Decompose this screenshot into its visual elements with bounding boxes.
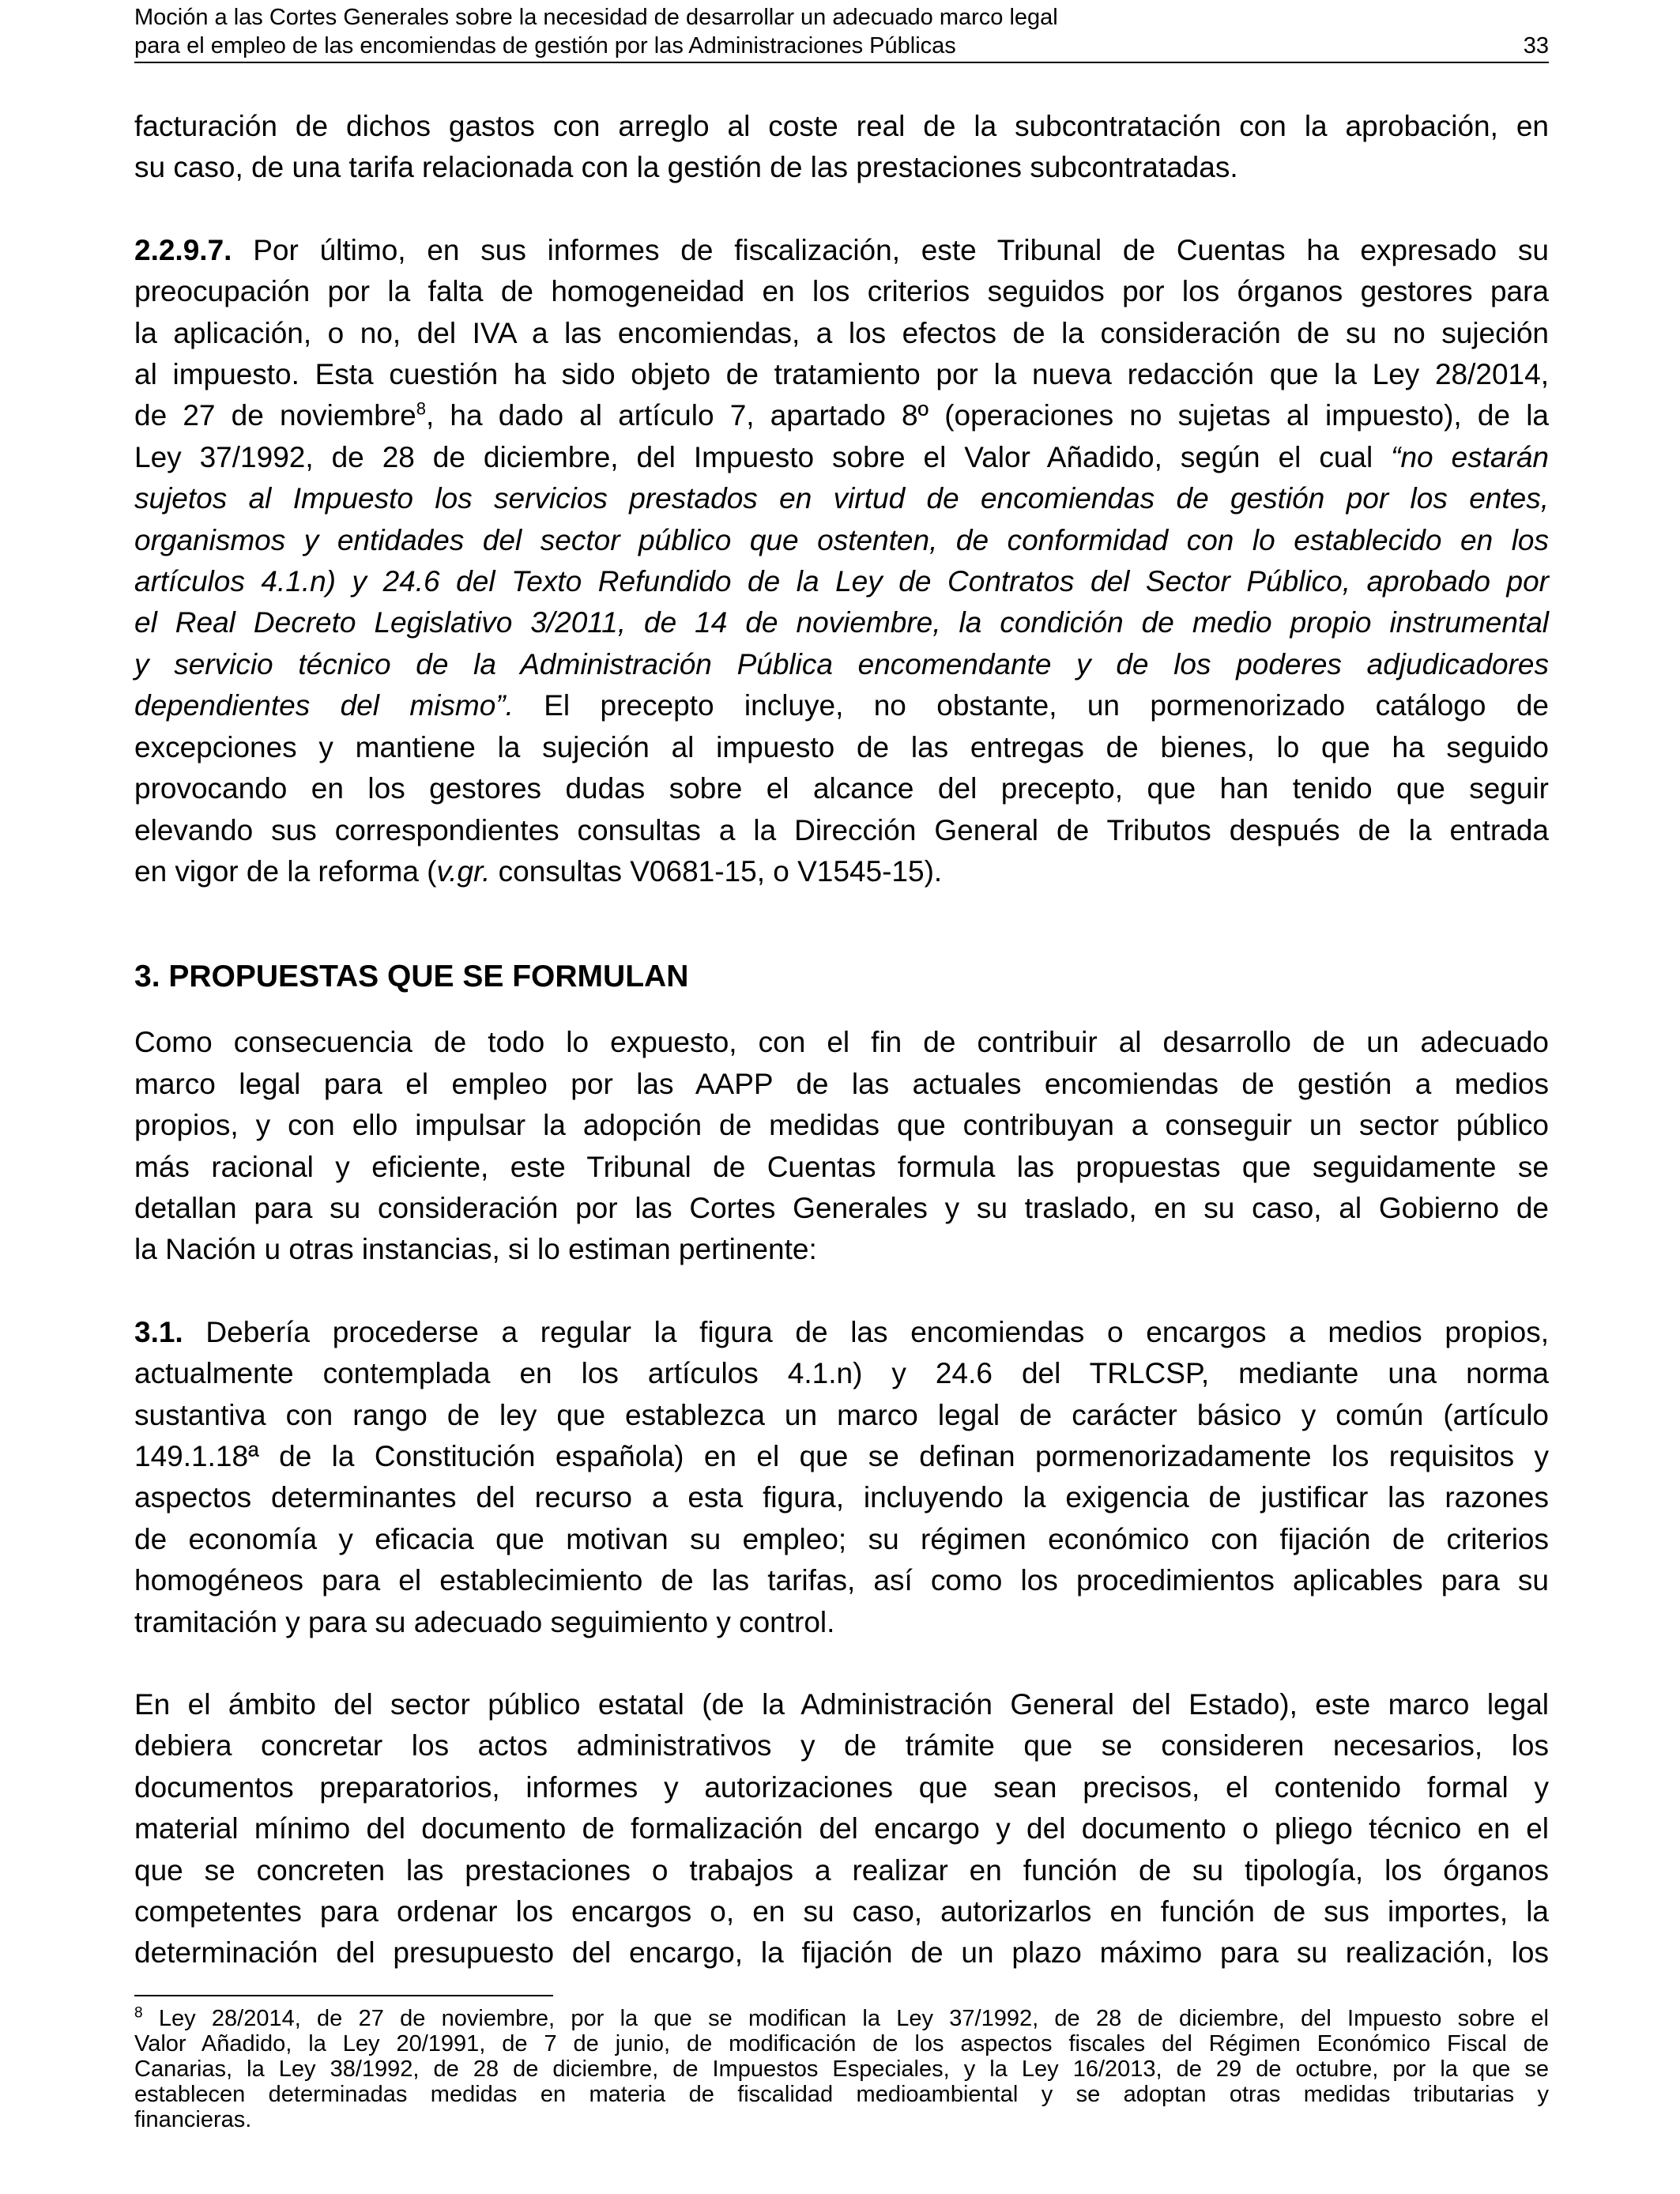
- text-line: al impuesto. Esta cuestión ha sido objeto de tratamiento por la nueva redacción que la Ley 28/2014,: [134, 358, 1549, 391]
- text-line: y servicio técnico de la Administración Pública encomendante y de los poderes adjudicadores: [134, 647, 1549, 680]
- footnote-marker: 8: [134, 2004, 143, 2022]
- text-line: competentes para ordenar los encargos o, en su caso, autorizarlos en función de sus importes, la: [134, 1895, 1549, 1928]
- text-line: facturación de dichos gastos con arreglo al coste real de la subcontratación con la aprobación, en: [134, 110, 1549, 142]
- text-line: organismos y entidades del sector público que ostenten, de conformidad con lo establecido en los: [134, 523, 1549, 556]
- text-line: debiera concretar los actos administrativos y de trámite que se consideren necesarios, los: [134, 1729, 1549, 1762]
- paragraph-number: 2.2.9.7.: [134, 233, 232, 266]
- paragraph-continuation: [134, 106, 1549, 189]
- header-title-line-1: Moción a las Cortes Generales sobre la necesidad de desarrollar un adecuado marco legal: [134, 5, 1058, 30]
- section-heading: 3. PROPUESTAS QUE SE FORMULAN: [134, 959, 689, 994]
- text-line: En el ámbito del sector público estatal (de la Administración General del Estado), este marco legal: [134, 1688, 1549, 1721]
- text-line: homogéneos para el establecimiento de las tarifas, así como los procedimientos aplicables para su: [134, 1564, 1549, 1597]
- text-line: Ley 37/1992, de 28 de diciembre, del Impuesto sobre el Valor Añadido, según el cual “no estarán: [134, 440, 1549, 473]
- text-line: artículos 4.1.n) y 24.6 del Texto Refundido de la Ley de Contratos del Sector Público, aprobado por: [134, 565, 1549, 598]
- paragraph-2-2-9-7: [134, 230, 1549, 893]
- section-intro-paragraph: [134, 1022, 1549, 1270]
- footnote-ref-8[interactable]: 8: [416, 399, 426, 420]
- text-line: detallan para su consideración por las Cortes Generales y su traslado, en su caso, al Gobierno de: [134, 1191, 1549, 1224]
- paragraph-3-1: [134, 1312, 1549, 1643]
- paragraph-number: 3.1.: [134, 1315, 183, 1348]
- footnote-line: Valor Añadido, la Ley 20/1991, de 7 de junio, de modificación de los aspectos fiscales del Régimen Económico Fiscal de: [134, 2031, 1549, 2056]
- text-line: 149.1.18ª de la Constitución española) en el que se definan pormenorizadamente los requisitos y: [134, 1439, 1549, 1472]
- text-line: 3.1. Debería procederse a regular la figura de las encomiendas o encargos a medios propios,: [134, 1315, 1549, 1348]
- text-line: propios, y con ello impulsar la adopción de medidas que contribuyan a conseguir un sector público: [134, 1109, 1549, 1142]
- text-line: excepciones y mantiene la sujeción al impuesto de las entregas de bienes, lo que ha seguido: [134, 730, 1549, 763]
- footnote-8: [134, 2006, 1549, 2132]
- text-line: preocupación por la falta de homogeneidad en los criterios seguidos por los órganos gestores para: [134, 275, 1549, 308]
- text-line: actualmente contemplada en los artículos 4.1.n) y 24.6 del TRLCSP, mediante una norma: [134, 1357, 1549, 1390]
- page-header: [134, 3, 1549, 60]
- footnote-line: Canarias, la Ley 38/1992, de 28 de diciembre, de Impuestos Especiales, y la Ley 16/2013, de 29 de octubre, por la que se: [134, 2056, 1549, 2082]
- text-line: la aplicación, o no, del IVA a las encomiendas, a los efectos de la consideración de su no sujeción: [134, 316, 1549, 349]
- page-body: [134, 106, 1549, 1974]
- footnote-line: financieras.: [134, 2107, 252, 2132]
- text-line: dependientes del mismo”. El precepto incluye, no obstante, un pormenorizado catálogo de: [134, 689, 1549, 722]
- text-line: más racional y eficiente, este Tribunal de Cuentas formula las propuestas que seguidamente se: [134, 1150, 1549, 1183]
- header-rule: [134, 62, 1549, 63]
- text-line: de economía y eficacia que motivan su empleo; su régimen económico con fijación de criterios: [134, 1522, 1549, 1555]
- text-line: 2.2.9.7. Por último, en sus informes de fiscalización, este Tribunal de Cuentas ha expresado su: [134, 233, 1549, 266]
- text-line: elevando sus correspondientes consultas a la Dirección General de Tributos después de la entrada: [134, 813, 1549, 846]
- paragraph-ambito: [134, 1684, 1549, 1974]
- text-line: determinación del presupuesto del encargo, la fijación de un plazo máximo para su realización, los: [134, 1936, 1549, 1970]
- footnote-line: establecen determinadas medidas en materia de fiscalidad medioambiental y se adoptan otras medidas tributarias y: [134, 2082, 1549, 2107]
- text-line: la Nación u otras instancias, si lo estiman pertinente:: [134, 1233, 817, 1266]
- footnote-separator: [134, 1995, 553, 1996]
- page-number: 33: [1523, 33, 1549, 58]
- text-line: de 27 de noviembre$^8$, ha dado al artículo 7, apartado 8º (operaciones no sujetas al impuesto), de la: [134, 399, 1550, 432]
- text-line: su caso, de una tarifa relacionada con la gestión de las prestaciones subcontratadas.: [134, 151, 1238, 184]
- text-line: aspectos determinantes del recurso a esta figura, incluyendo la exigencia de justificar las razones: [134, 1481, 1549, 1514]
- footnote-line: $^8$ Ley 28/2014, de 27 de noviembre, por la que se modifican la Ley 37/1992, de 28 de diciembre, del Impuesto sobre el: [134, 2004, 1549, 2031]
- text-line: en vigor de la reforma (v.gr. consultas V0681-15, o V1545-15).: [134, 854, 943, 888]
- text-line: el Real Decreto Legislativo 3/2011, de 14 de noviembre, la condición de medio propio instrumental: [134, 606, 1549, 639]
- text-line: provocando en los gestores dudas sobre el alcance del precepto, que han tenido que seguir: [134, 772, 1549, 805]
- text-line: marco legal para el empleo por las AAPP de las actuales encomiendas de gestión a medios: [134, 1067, 1549, 1100]
- header-title-line-2: para el empleo de las encomiendas de gestión por las Administraciones Públicas: [134, 33, 956, 58]
- text-line: sustantiva con rango de ley que establezca un marco legal de carácter básico y común (artículo: [134, 1398, 1549, 1431]
- text-line: documentos preparatorios, informes y autorizaciones que sean precisos, el contenido formal y: [134, 1770, 1549, 1804]
- text-line: sujetos al Impuesto los servicios prestados en virtud de encomiendas de gestión por los entes,: [134, 482, 1549, 515]
- text-line: material mínimo del documento de formalización del encargo y del documento o pliego técnico en el: [134, 1812, 1549, 1845]
- text-line: tramitación y para su adecuado seguimiento y control.: [134, 1605, 835, 1638]
- text-line: que se concreten las prestaciones o trabajos a realizar en función de su tipología, los órganos: [134, 1853, 1549, 1887]
- text-line: Como consecuencia de todo lo expuesto, con el fin de contribuir al desarrollo de un adecuado: [134, 1026, 1549, 1059]
